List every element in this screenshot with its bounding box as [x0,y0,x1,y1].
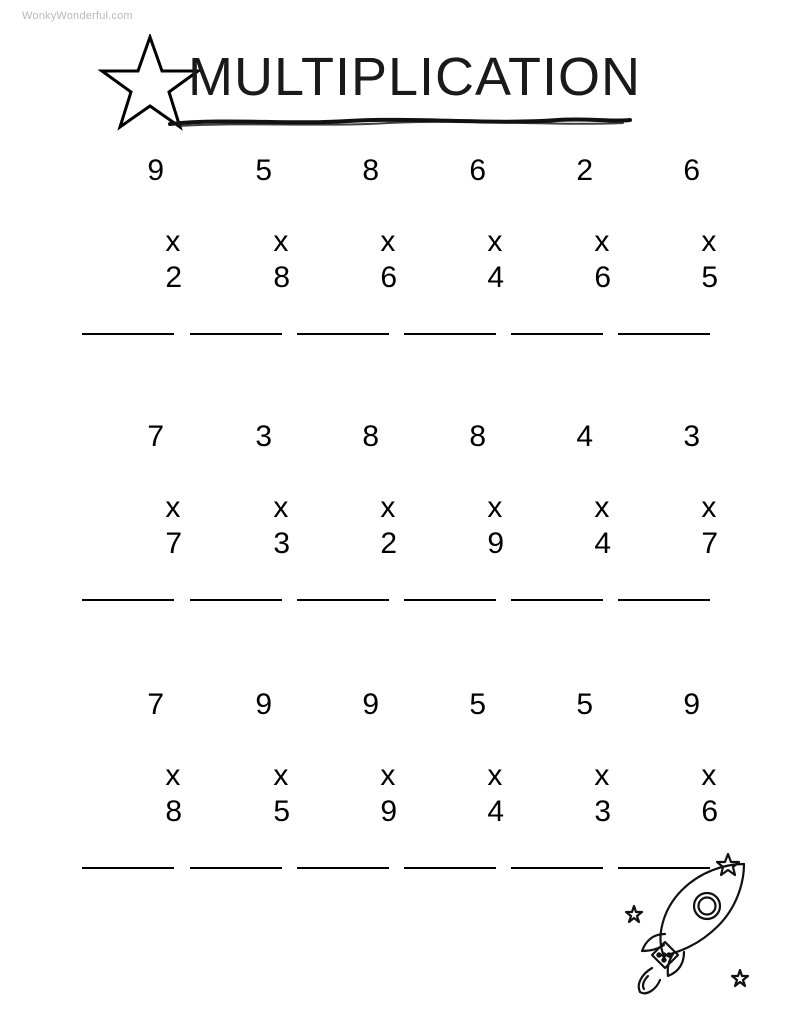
rocket-icon [612,848,772,996]
problems-grid [0,140,791,828]
problem-rule [511,333,603,335]
problem-bottom-line [618,188,725,332]
problem-operator: x [594,491,618,524]
problem-bottom-number: 3 [594,795,612,828]
problem-operator: x [594,759,618,792]
problem-bottom-number: 6 [594,261,612,294]
problem-top-number: 2 [576,154,593,187]
problem-bottom-line [82,722,189,866]
problem-bottom-line [404,722,511,866]
problem-bottom-line [618,722,725,866]
problem-operator: x [380,759,404,792]
problem-operator: x [380,225,404,258]
problem-bottom-line [190,454,297,598]
problem-top-number: 3 [683,420,700,453]
problem-rule [190,867,282,869]
problem-item [190,688,297,869]
problem-operator: x [701,759,725,792]
problem-bottom-number: 2 [380,527,398,560]
problem-top-number: 7 [147,420,164,453]
problem-bottom-number: 6 [380,261,398,294]
problem-bottom-line [190,188,297,332]
problem-top-number: 9 [255,688,272,721]
problem-rule [618,599,710,601]
problem-bottom-line [404,188,511,332]
problem-operator: x [701,225,725,258]
problem-bottom-line [297,188,404,332]
problem-operator: x [380,491,404,524]
watermark-text: WonkyWonderful.com [22,10,133,22]
problem-bottom-number: 7 [701,527,719,560]
problem-operator: x [165,225,189,258]
problem-item [404,420,511,601]
problem-rule [297,599,389,601]
problem-top-number: 8 [469,420,486,453]
problem-rule [404,333,496,335]
problem-rule [82,867,174,869]
problem-operator: x [273,225,297,258]
problem-item [618,688,725,869]
problem-rule [82,599,174,601]
problem-bottom-line [190,722,297,866]
problem-item [82,420,189,601]
problem-row [0,654,791,828]
problem-operator: x [701,491,725,524]
problem-item [404,154,511,335]
problem-top-number: 7 [147,688,164,721]
problem-item [82,154,189,335]
problem-item [618,420,725,601]
problem-rule [82,333,174,335]
problem-rule [190,333,282,335]
problem-top-number: 8 [362,154,379,187]
problem-bottom-line [297,454,404,598]
problem-top-number: 9 [362,688,379,721]
problem-operator: x [487,225,511,258]
problem-bottom-number: 3 [273,527,291,560]
problem-top-number: 8 [362,420,379,453]
problem-bottom-number: 9 [487,527,505,560]
problem-bottom-number: 5 [701,261,719,294]
problem-item [190,420,297,601]
problem-item [511,154,618,335]
problem-operator: x [487,759,511,792]
title-block [0,18,791,128]
problem-rule [404,599,496,601]
problem-item [297,420,404,601]
problem-top-number: 3 [255,420,272,453]
problem-top-number: 9 [147,154,164,187]
problem-top-number: 5 [469,688,486,721]
problem-top-number: 6 [469,154,486,187]
problem-top-number: 6 [683,154,700,187]
problem-item [618,154,725,335]
problem-item [404,688,511,869]
problem-item [297,154,404,335]
problem-item [511,420,618,601]
problem-rule [297,867,389,869]
problem-bottom-number: 8 [273,261,291,294]
problem-item [511,688,618,869]
problem-operator: x [165,491,189,524]
problem-bottom-number: 7 [165,527,183,560]
problem-operator: x [594,225,618,258]
problem-top-number: 5 [255,154,272,187]
problem-operator: x [165,759,189,792]
problem-rule [511,599,603,601]
problem-row [0,140,791,396]
problem-item [297,688,404,869]
problem-top-number: 9 [683,688,700,721]
problem-bottom-line [404,454,511,598]
problem-bottom-number: 5 [273,795,291,828]
problem-rule [297,333,389,335]
problem-bottom-number: 8 [165,795,183,828]
problem-top-number: 5 [576,688,593,721]
problem-bottom-number: 6 [701,795,719,828]
problem-bottom-number: 4 [594,527,612,560]
page-title: MULTIPLICATION [188,47,642,107]
problem-bottom-line [297,722,404,866]
problem-item [82,688,189,869]
problem-rule [618,333,710,335]
problem-operator: x [487,491,511,524]
problem-rule [190,599,282,601]
problem-bottom-line [618,454,725,598]
problem-row [0,396,791,654]
problem-bottom-number: 2 [165,261,183,294]
problem-bottom-line [511,722,618,866]
problem-bottom-number: 4 [487,261,505,294]
problem-bottom-line [511,188,618,332]
problem-rule [511,867,603,869]
problem-bottom-line [82,188,189,332]
problem-top-number: 4 [576,420,593,453]
problem-bottom-line [82,454,189,598]
problem-operator: x [273,759,297,792]
problem-item [190,154,297,335]
problem-bottom-number: 4 [487,795,505,828]
problem-rule [404,867,496,869]
problem-bottom-number: 9 [380,795,398,828]
problem-bottom-line [511,454,618,598]
title-underline [168,116,632,128]
problem-operator: x [273,491,297,524]
